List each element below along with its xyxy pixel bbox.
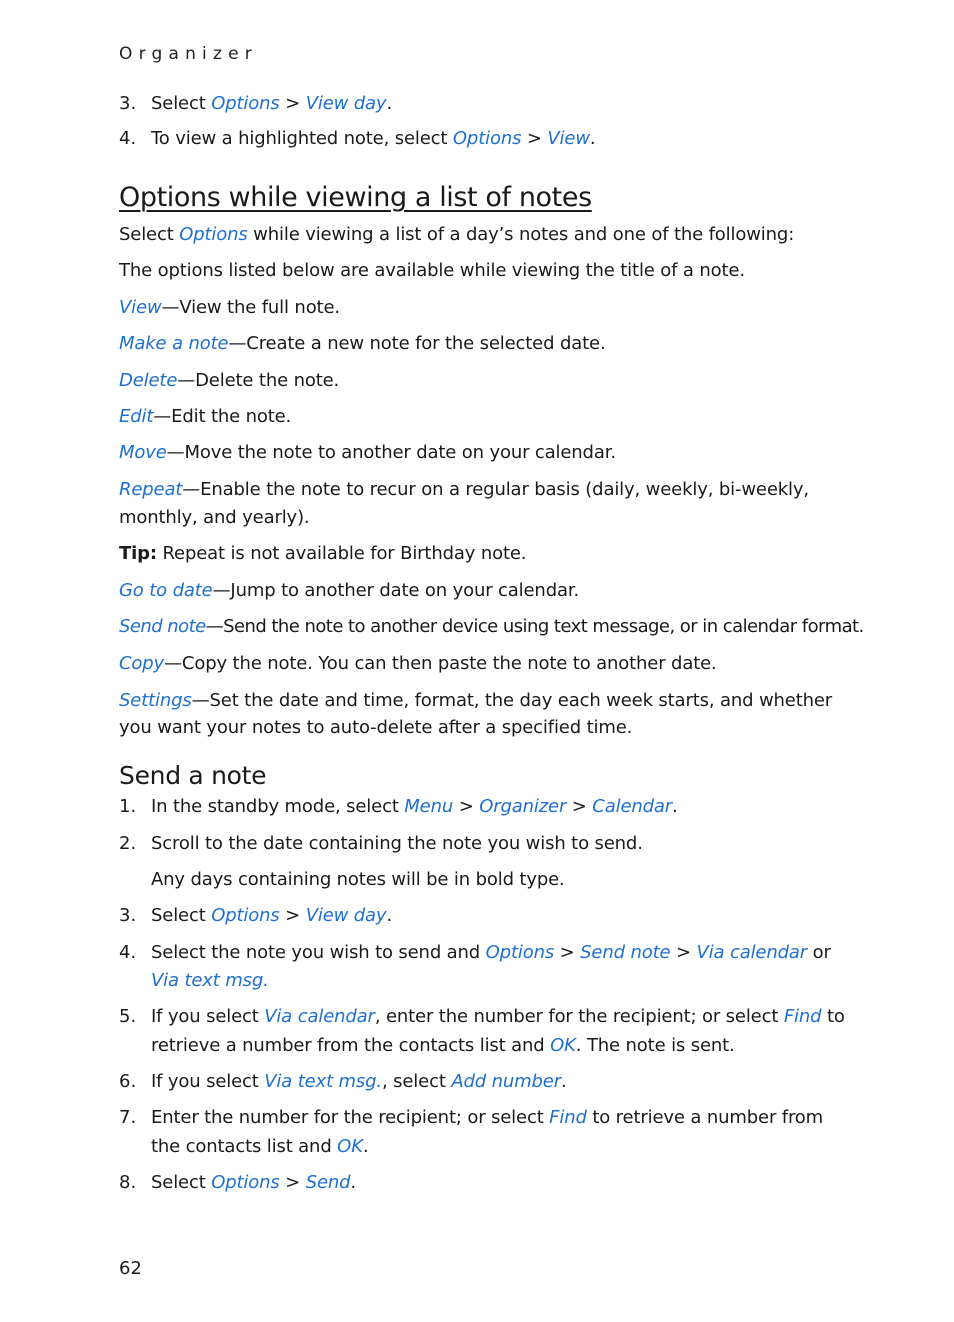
option-term: Go to date (119, 580, 213, 601)
option-term: Edit (119, 406, 154, 427)
menu-term: Via text msg. (151, 970, 269, 991)
menu-term: Options (211, 905, 280, 926)
menu-term: Send note (580, 942, 671, 963)
menu-term: Find (549, 1107, 587, 1128)
menu-term: Find (783, 1006, 822, 1027)
option-item: Settings—Set the date and time, format, the day each week starts, and whether (119, 690, 833, 711)
step-item: Enter the number for the recipient; or select Find to retrieve a number from (151, 1107, 824, 1128)
step-item: In the standby mode, select Menu > Organizer > Calendar. (151, 796, 678, 817)
step-number: 5. (119, 1006, 137, 1027)
menu-term: View day (305, 905, 387, 926)
step-item: If you select Via calendar, enter the number for the recipient; or select Find to (151, 1006, 845, 1027)
subsection-heading: Send a note (119, 761, 267, 790)
menu-term: OK (550, 1035, 576, 1056)
option-item-continued: you want your notes to auto-delete after a specified time. (119, 717, 633, 738)
option-term: Move (119, 442, 167, 463)
menu-term: Options (211, 1172, 280, 1193)
tip-label: Tip: (119, 543, 157, 564)
step-item: Select the note you wish to send and Options > Send note > Via calendar or (151, 942, 831, 963)
option-term: Send note (119, 616, 206, 637)
menu-term: Calendar (592, 796, 673, 817)
note-paragraph: The options listed below are available while viewing the title of a note. (119, 260, 745, 281)
step-item: Scroll to the date containing the note you wish to send. (151, 833, 643, 854)
step-item: Select Options > View day. (151, 93, 393, 114)
step-item: If you select Via text msg., select Add number. (151, 1071, 567, 1092)
option-item: Go to date—Jump to another date on your calendar. (119, 580, 580, 601)
option-item-continued: monthly, and yearly). (119, 507, 310, 528)
step-item: To view a highlighted note, select Options > View. (151, 128, 596, 149)
menu-term: Menu (404, 796, 454, 817)
step-number: 4. (119, 942, 137, 963)
menu-term: Options (452, 128, 522, 149)
step-number: 6. (119, 1071, 137, 1092)
step-number: 3. (119, 905, 137, 926)
option-term: Delete (119, 370, 178, 391)
intro-paragraph: Select Options while viewing a list of a day’s notes and one of the following: (119, 224, 795, 245)
option-item: Copy—Copy the note. You can then paste the note to another date. (119, 653, 717, 674)
step-number: 1. (119, 796, 137, 817)
step-number: 7. (119, 1107, 137, 1128)
step-number: 8. (119, 1172, 137, 1193)
option-term: Settings (119, 690, 192, 711)
step-item-continued (151, 967, 269, 995)
tip-paragraph: Tip: Repeat is not available for Birthday note. (119, 543, 527, 564)
menu-term: Add number (451, 1071, 561, 1092)
menu-term: View day (305, 93, 387, 114)
menu-term: Via calendar (696, 942, 808, 963)
step-number: 4. (119, 128, 137, 149)
menu-term: View (547, 128, 590, 149)
option-item: Repeat—Enable the note to recur on a regular basis (daily, weekly, bi-weekly, (119, 479, 809, 500)
step-item-continued: retrieve a number from the contacts list and OK. The note is sent. (151, 1035, 735, 1056)
page-number: 62 (119, 1258, 142, 1279)
option-item: Make a note—Create a new note for the selected date. (119, 333, 606, 354)
step-item: Select Options > Send. (151, 1172, 356, 1193)
option-item: View—View the full note. (119, 297, 340, 318)
option-item: Delete—Delete the note. (119, 370, 340, 391)
menu-term: Via calendar (264, 1006, 375, 1027)
option-item: Edit—Edit the note. (119, 406, 292, 427)
option-term: Make a note (119, 333, 229, 354)
menu-term: Options (211, 93, 280, 114)
menu-term: Organizer (479, 796, 567, 817)
step-item-continued: the contacts list and OK. (151, 1136, 369, 1157)
option-item: Send note—Send the note to another device using text message, or in calendar format. (119, 616, 864, 637)
option-term: Copy (119, 653, 165, 674)
menu-term: OK (337, 1136, 363, 1157)
menu-term: Options (179, 224, 248, 245)
step-number: 3. (119, 93, 137, 114)
step-number: 2. (119, 833, 137, 854)
option-item: Move—Move the note to another date on your calendar. (119, 442, 616, 463)
menu-term: Via text msg. (264, 1071, 383, 1092)
option-term: Repeat (119, 479, 183, 500)
option-term: View (119, 297, 162, 318)
menu-term: Send (305, 1172, 351, 1193)
step-item: Select Options > View day. (151, 905, 393, 926)
running-header: Organizer (119, 44, 258, 64)
menu-term: Options (485, 942, 555, 963)
section-heading: Options while viewing a list of notes (119, 182, 592, 213)
step-subnote: Any days containing notes will be in bold type. (151, 869, 565, 890)
